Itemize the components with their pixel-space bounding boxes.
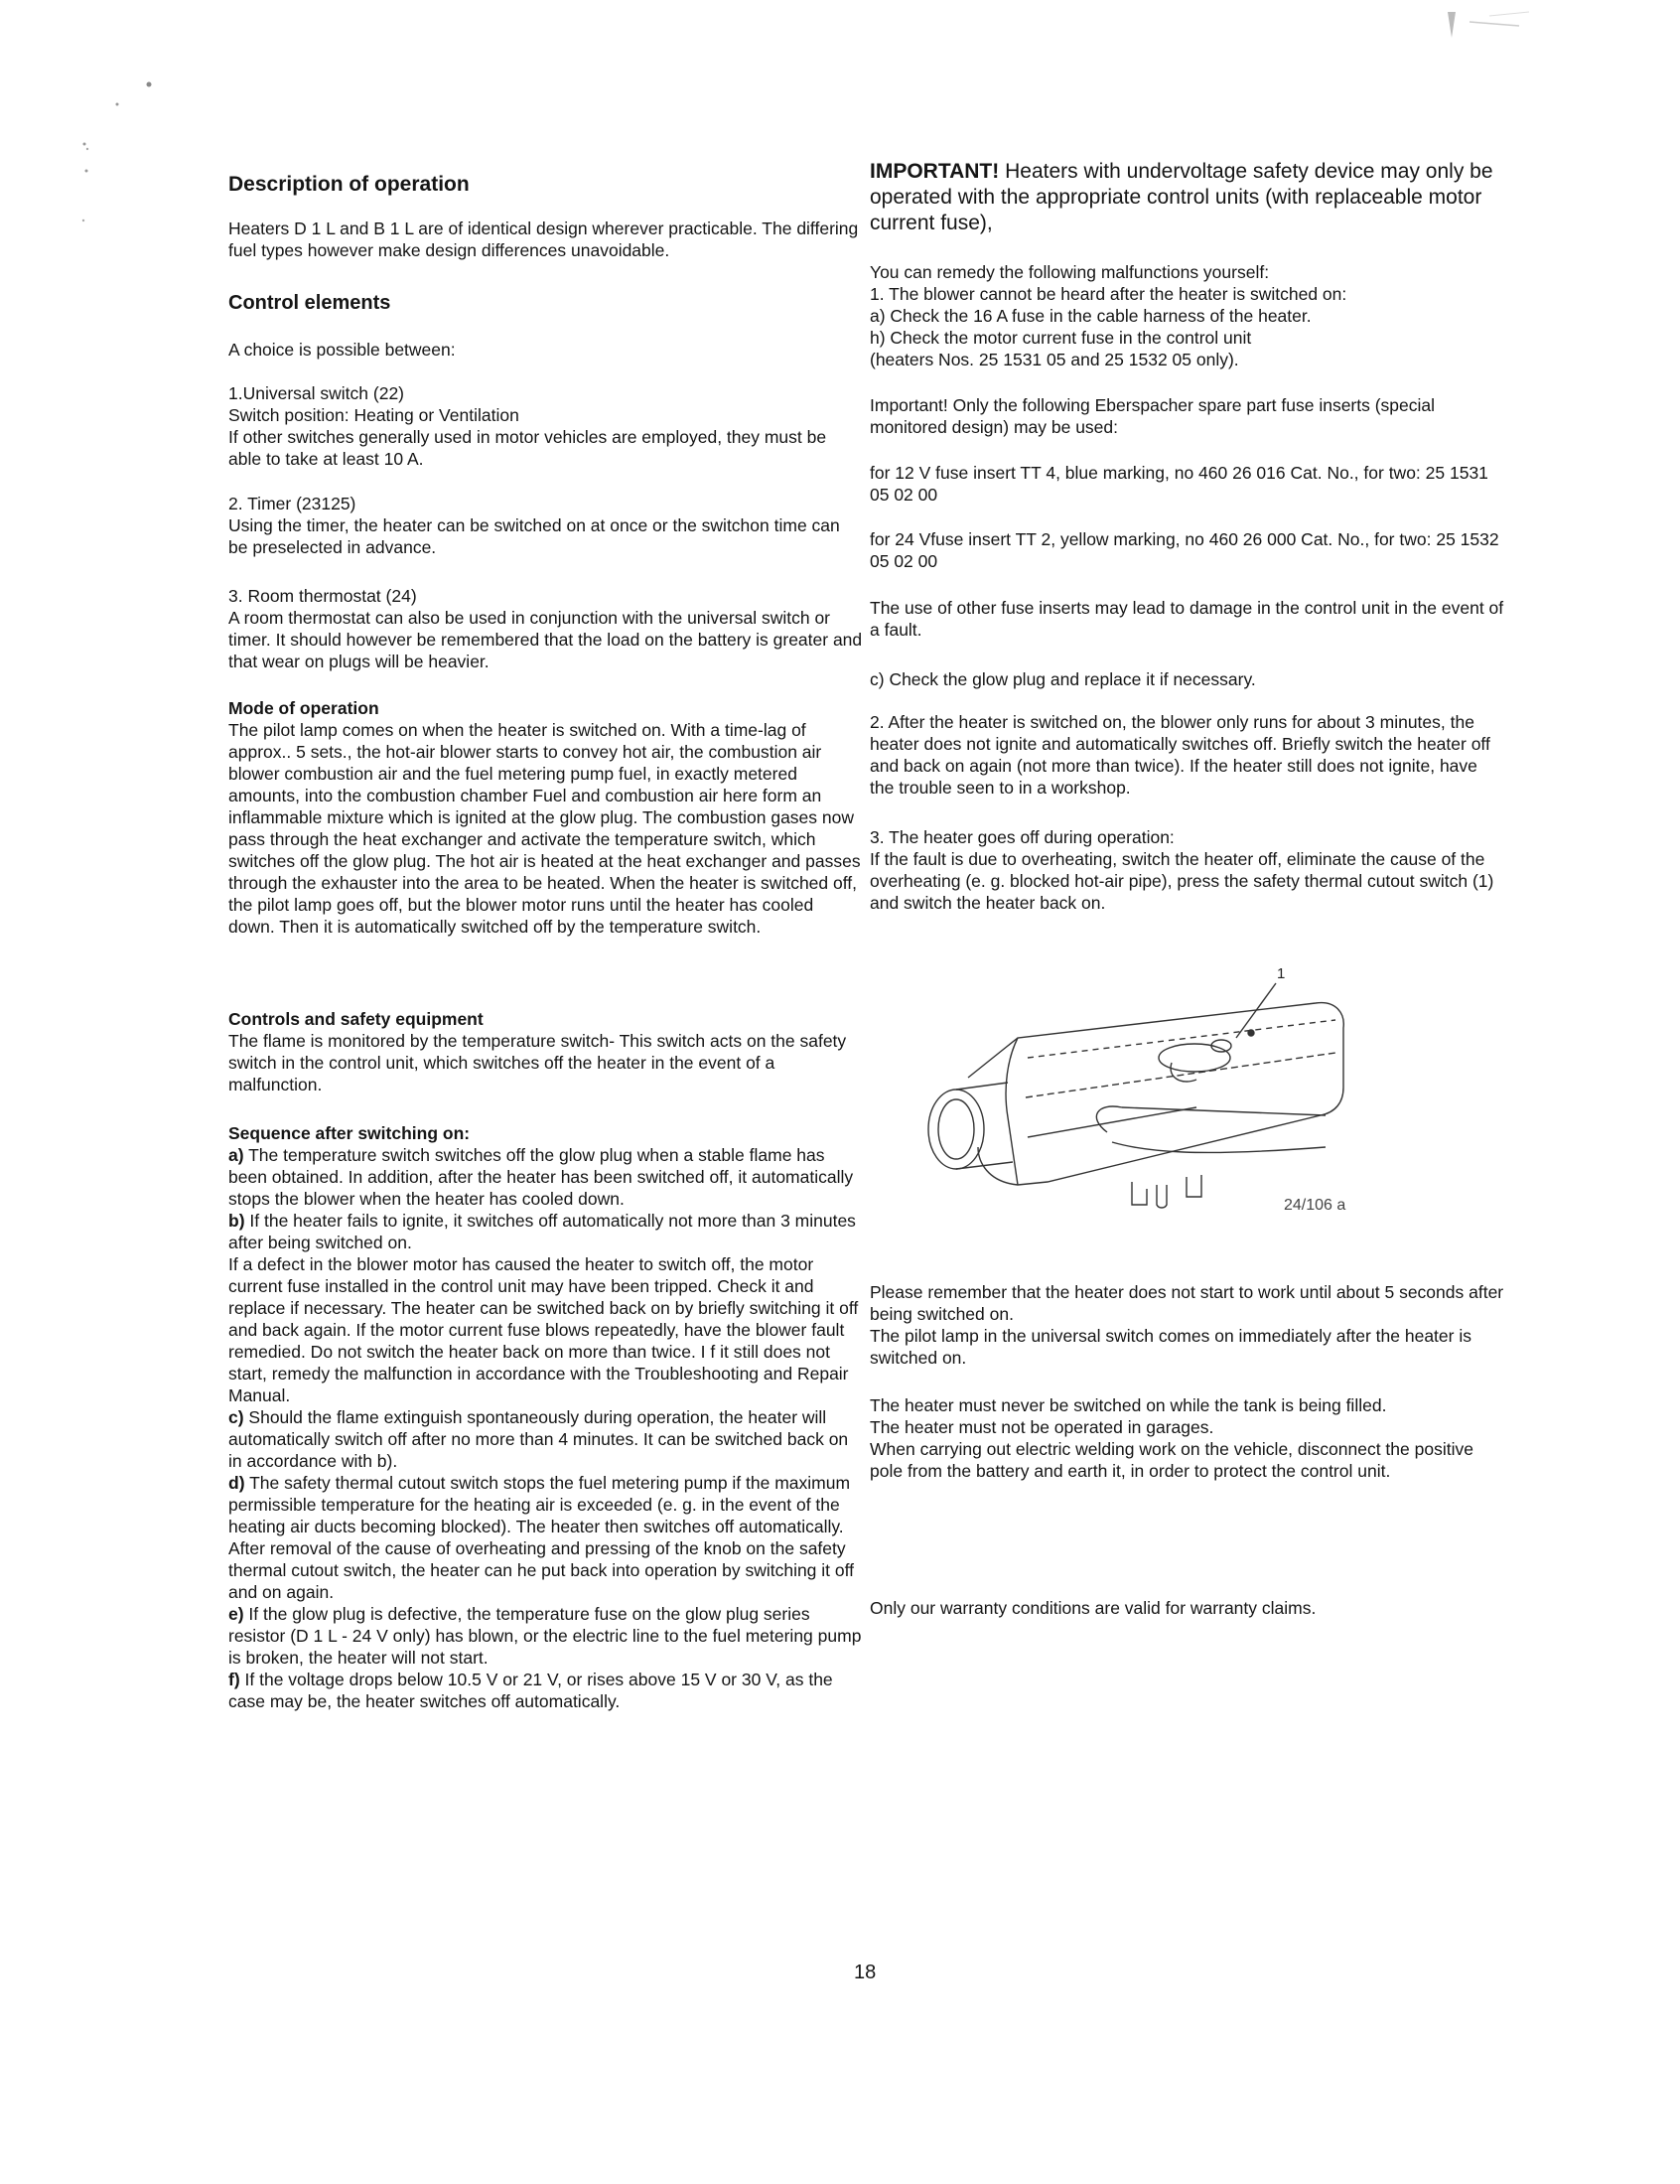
- mode-heading: Mode of operation: [228, 698, 379, 718]
- remedy-1a: a) Check the 16 A fuse in the cable harness of the heater.: [870, 306, 1312, 326]
- controls-heading: Controls and safety equipment: [228, 1009, 484, 1029]
- remember-block: [870, 1281, 1505, 1369]
- warn-garage: The heater must not be operated in garages.: [870, 1417, 1214, 1437]
- warnings-block: [870, 1394, 1505, 1482]
- warranty-text: Only our warranty conditions are valid for warranty claims.: [870, 1598, 1317, 1618]
- item3-body: A room thermostat can also be used in conjunction with the universal switch or timer. It should however be remembered that the load on the battery is greater and that wear on plugs will be heavier.: [228, 608, 863, 671]
- remedy-1c: c) Check the glow plug and replace it if necessary.: [870, 669, 1256, 689]
- controls-block: [228, 1008, 864, 1095]
- fuse-note: Important! Only the following Eberspacher spare part fuse inserts (special monitored design) may be used:: [870, 395, 1436, 437]
- seq-d: [228, 1472, 864, 1603]
- seq-d-label: d): [228, 1473, 245, 1493]
- mode-body: The pilot lamp comes on when the heater is switched on. With a time-lag of approx.. 5 sets., the hot-air blower starts to convey hot air, the combustion air blower combustion air and the fuel metering pump fuel, in exactly metered amounts, into the combustion chamber Fuel and combustion air here form an inflammable mixture which is ignited at the glow plug. The combustion gases now pass through the heat exchanger and activate the temperature switch, which switches off the glow plug. The hot air is heated at the heat exchanger and passes through the exhauster into the area to be heated. When the heater is switched off, the pilot lamp goes off, but the blower motor runs until the heater has cooled down. Then it is automatically switched off by the temperature switch.: [228, 720, 861, 937]
- sequence-block: [228, 1122, 864, 1712]
- figure-callout: 1: [1277, 965, 1286, 982]
- item1-block: [228, 382, 864, 470]
- control-heading: Control elements: [228, 292, 391, 314]
- seq-b-text: If the heater fails to ignite, it switches off automatically not more than 3 minutes after being switched on.: [228, 1211, 856, 1252]
- seq-c-label: c): [228, 1407, 244, 1427]
- page-number: 18: [854, 1962, 877, 1983]
- seq-b2: If a defect in the blower motor has caused the heater to switch off, the motor current fuse installed in the control unit may have been tripped. Check it and replace if necessary. The heater can be switched back on by briefly switching it off and back again. If the motor current fuse blows repeatedly, have the blower fault remedied. Do not switch the heater back on more than twice. I f it still does not start, remedy the malfunction in accordance with the Troubleshooting and Repair Manual.: [228, 1254, 859, 1405]
- remedy-3-block: [870, 826, 1505, 914]
- fuse-warning: The use of other fuse inserts may lead to damage in the control unit in the event of a fault.: [870, 598, 1504, 640]
- figure-reference: 24/106 a: [1284, 1197, 1346, 1214]
- seq-f-label: f): [228, 1670, 240, 1689]
- controls-body: The flame is monitored by the temperature switch- This switch acts on the safety switch in the control unit, which switches off the heater in the event of a malfunction.: [228, 1031, 847, 1094]
- seq-b-label: b): [228, 1211, 245, 1231]
- remedy-1h2: (heaters Nos. 25 1531 05 and 25 1532 05 only).: [870, 350, 1239, 369]
- item2-title: 2. Timer (23125): [228, 494, 356, 513]
- item3-title: 3. Room thermostat (24): [228, 586, 417, 606]
- fuse-12v: for 12 V fuse insert TT 4, blue marking, no 460 26 016 Cat. No., for two: 25 1531 05 02 00: [870, 463, 1488, 505]
- seq-f-text: If the voltage drops below 10.5 V or 21 V, or rises above 15 V or 30 V, as the case may be, the heater switches off automatically.: [228, 1670, 833, 1711]
- section-title: Description of operation: [228, 173, 470, 196]
- warn-tank: The heater must never be switched on while the tank is being filled.: [870, 1395, 1387, 1415]
- item2-block: [228, 493, 864, 558]
- seq-e-text: If the glow plug is defective, the temperature fuse on the glow plug series resistor (D 1 L - 24 V only) has blown, or the electric line to the fuel metering pump is broken, the heater will not start.: [228, 1604, 862, 1668]
- remember-text: Please remember that the heater does not start to work until about 5 seconds after being switched on.: [870, 1282, 1504, 1324]
- remedy-1h: h) Check the motor current fuse in the control unit: [870, 328, 1252, 348]
- item3-block: [228, 585, 864, 672]
- seq-d-text: The safety thermal cutout switch stops the fuel metering pump if the maximum permissible temperature for the heating air is exceeded (e. g. in the event of the heating air ducts becoming blocked). The heater then switches off automatically. After removal of the cause of overheating and pressing of the knob on the safety thermal cutout switch, the heater can he put back into operation by switching it off and on again.: [228, 1473, 855, 1602]
- remedy-3-title: 3. The heater goes off during operation:: [870, 827, 1175, 847]
- remedy-block: [870, 261, 1505, 370]
- warn-weld: When carrying out electric welding work on the vehicle, disconnect the positive pole from the battery and earth it, in order to protect the control unit.: [870, 1439, 1473, 1481]
- seq-a: [228, 1144, 864, 1210]
- item1-line: Switch position: Heating or Ventilation: [228, 405, 519, 425]
- item2-body: Using the timer, the heater can be switched on at once or the switchon time can be preselected in advance.: [228, 515, 840, 557]
- item1-body: If other switches generally used in motor vehicles are employed, they must be able to take at least 10 A.: [228, 427, 827, 469]
- seq-a-label: a): [228, 1145, 244, 1165]
- important-text: Heaters with undervoltage safety device may only be operated with the appropriate control units (with replaceable motor current fuse),: [870, 160, 1493, 234]
- remedy-1: 1. The blower cannot be heard after the heater is switched on:: [870, 284, 1347, 304]
- seq-a-text: The temperature switch switches off the glow plug when a stable flame has been obtained. In addition, after the heater has been switched off, it automatically stops the blower when the heater has cooled down.: [228, 1145, 854, 1209]
- seq-b: [228, 1210, 864, 1253]
- remedy-3: If the fault is due to overheating, switch the heater off, eliminate the cause of the overheating (e. g. blocked hot-air pipe), press the safety thermal cutout switch (1) and switch the heater back on.: [870, 849, 1494, 913]
- seq-f: [228, 1669, 864, 1712]
- seq-c: [228, 1406, 864, 1472]
- seq-e: [228, 1603, 864, 1669]
- mode-block: [228, 697, 864, 938]
- choice-text: A choice is possible between:: [228, 340, 456, 360]
- item1-title: 1.Universal switch (22): [228, 383, 404, 403]
- sequence-heading: Sequence after switching on:: [228, 1123, 471, 1143]
- important-notice: [870, 159, 1505, 236]
- remedy-intro: You can remedy the following malfunctions yourself:: [870, 262, 1270, 282]
- fuse-24v: for 24 Vfuse insert TT 2, yellow marking, no 460 26 000 Cat. No., for two: 25 1532 05 02 00: [870, 529, 1499, 571]
- pilot-text: The pilot lamp in the universal switch comes on immediately after the heater is switched on.: [870, 1326, 1471, 1368]
- important-label: IMPORTANT!: [870, 160, 1000, 183]
- seq-e-label: e): [228, 1604, 244, 1624]
- seq-c-text: Should the flame extinguish spontaneously during operation, the heater will automatically switch off after no more than 4 minutes. It can be switched back on in accordance with b).: [228, 1407, 849, 1471]
- remedy-2: 2. After the heater is switched on, the blower only runs for about 3 minutes, the heater does not ignite and automatically switches off. Briefly switch the heater off and back on again (not more than twice). If the heater still does not ignite, have the trouble seen to in a workshop.: [870, 712, 1490, 798]
- heater-figure: [899, 958, 1385, 1241]
- intro-paragraph: Heaters D 1 L and B 1 L are of identical design wherever practicable. The differing fuel types however make design differences unavoidable.: [228, 218, 859, 260]
